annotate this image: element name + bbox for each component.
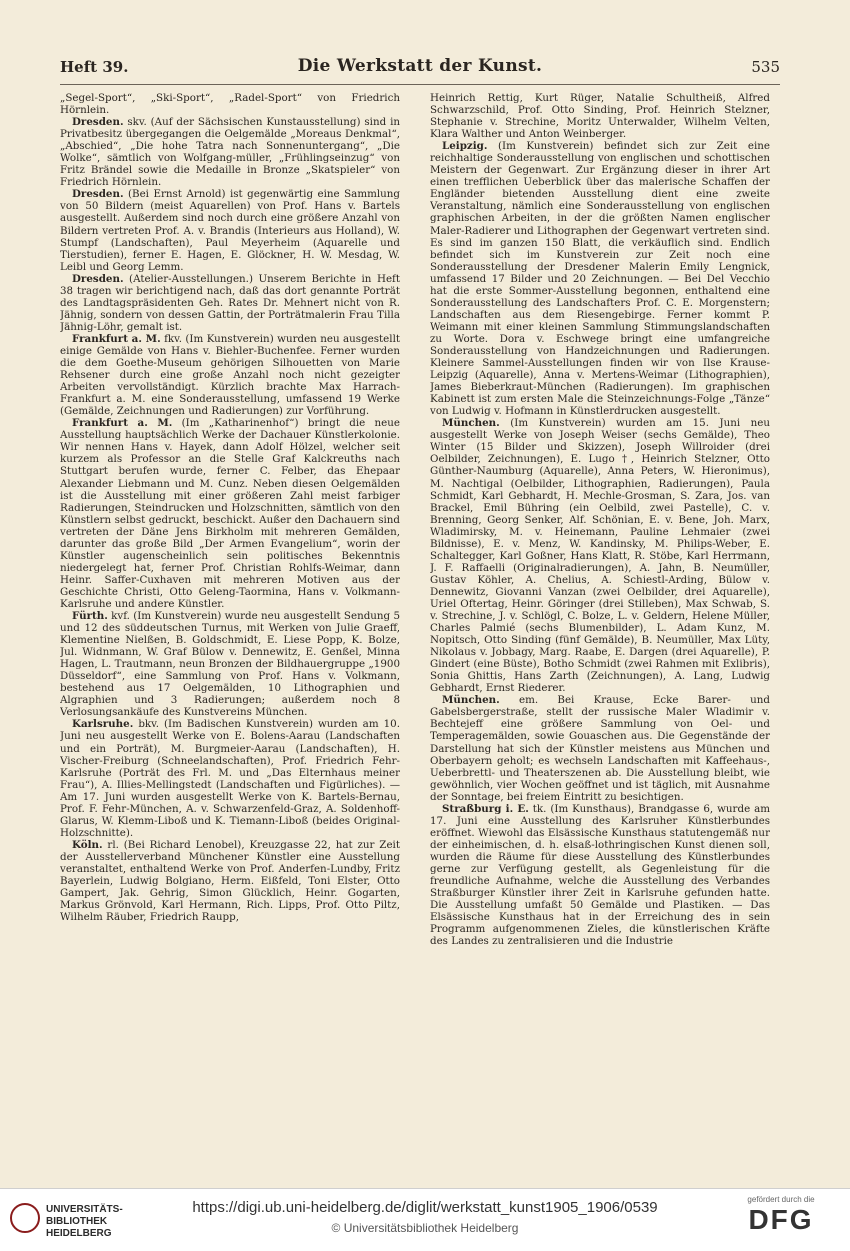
right-column	[430, 92, 770, 1152]
place-heading: Dresden.	[72, 188, 124, 201]
journal-title: Die Werkstatt der Kunst.	[297, 56, 543, 76]
place-heading: Dresden.	[72, 272, 124, 285]
article-paragraph	[60, 116, 400, 188]
paragraph-text: skv. (Auf der Sächsischen Kunstausstellung) sind in Privatbesitz übergegangen die Oelgemälde „Moreaus Denkmal“, „Abschied“, „Die hohe Tatra nach Sonnenuntergang“, „Die Wolke“, sämtlich von Wolfgang-müller, „Frühlingseinzug“ von Fritz Brändel sowie die Medaille in Bronze „Skatspieler“ von Friedrich Hörnlein.	[60, 116, 400, 189]
place-heading: München.	[442, 417, 500, 430]
place-heading: Fürth.	[72, 610, 108, 623]
place-heading: München.	[442, 694, 500, 707]
article-paragraph	[430, 417, 770, 694]
paragraph-text: (Atelier-Ausstellungen.) Unserem Berichte in Heft 38 tragen wir berichtigend nach, daß das dort genannte Porträt des Landtagspräsidenten Geh. Rates Dr. Mehnert nicht von R. Jähnig, sondern von dessen Gattin, der Porträtmalerin Frau Tilla Jähnig-Löhr, gemalt ist.	[60, 272, 400, 333]
article-paragraph	[430, 694, 770, 802]
paragraph-text: (Im „Katharinenhof“) bringt die neue Ausstellung hauptsächlich Werke der Dachauer Künstlerkolonie. Wir nennen Hans v. Hayek, dann Adolf Hölzel, welcher seit kurzem als Professor an die Stelle Graf Kalckreuths nach Stuttgart berufen wurde, ferner C. Felber, das Ehepaar Alexander Liebmann und M. Cunz. Neben diesen Oelgemälden ist die Ausstellung mit einer größeren Zahl meist farbiger Radierungen, Steindrucken und Holzschnitten, sämtlich von den Künstlern selbst gedruckt, beschickt. Außer den Dachauern sind vertreten der Däne Jens Birkholm mit mehreren Gemälden, darunter das große Bild „Der Armen Evangelium“, worin der Künstler augenscheinlich sein politisches Bekenntnis niedergelegt hat, ferner Prof. Christian Rohlfs-Weimar, dann Heinr. Saffer-Cuxhaven mit mehreren Motiven aus der Geschichte Christi, Otto Geleng-Taormina, Hans v. Volkmann-Karlsruhe und andere Künstler.	[60, 417, 400, 610]
article-paragraph	[60, 839, 400, 923]
library-name: UNIVERSITÄTS-BIBLIOTHEK HEIDELBERG	[46, 1204, 123, 1239]
article-paragraph	[60, 92, 400, 116]
article-paragraph	[430, 92, 770, 140]
permalink[interactable]: https://digi.ub.uni-heidelberg.de/diglit/werkstatt_kunst1905_1906/0539	[192, 1199, 658, 1216]
place-heading: Straßburg i. E.	[442, 802, 529, 815]
paragraph-text: tk. (Im Kunsthaus), Brandgasse 6, wurde am 17. Juni eine Ausstellung des Karlsruher Künstlerbundes eröffnet. Wiewohl das Elsässische Kunsthaus statutengemäß nur der einheimischen, d. h. elsaß-lothringischen Kunst dienen soll, wurden die Räume für diese Ausstellung des Künstlerbundes gerne zur Verfügung gestellt, als Gegenleistung für die freundliche Aufnahme, welche die Ausstellung des Verbandes Straßburger Künstler ihrer Zeit in Karlsruhe gefunden hatte. Die Ausstellung umfaßt 50 Gemälde und Plastiken. — Das Elsässische Kunsthaus hat in der Erreichung des in sein Programm aufgenommenen Zieles, die künstlerischen Kräfte des Landes zu zentralisieren und die Industrie	[430, 802, 770, 948]
left-column	[60, 92, 400, 1152]
copyright-notice: © Universitätsbibliothek Heidelberg	[331, 1221, 519, 1235]
paragraph-text: Heinrich Rettig, Kurt Rüger, Natalie Schultheiß, Alfred Schwarzschild, Prof. Otto Sinding, Prof. Heinrich Stelzner, Stephanie v. Strechine, Moritz Unterwalder, Wilhelm Velten, Klara Walther und Anton Weinberger.	[430, 92, 770, 141]
place-heading: Dresden.	[72, 116, 124, 129]
article-paragraph	[60, 718, 400, 838]
place-heading: Karlsruhe.	[72, 718, 134, 731]
funder-caption: gefördert durch die	[747, 1195, 815, 1204]
article-paragraph	[60, 273, 400, 333]
running-head	[60, 56, 780, 85]
paragraph-text: kvf. (Im Kunstverein) wurde neu ausgestellt Sendung 5 und 12 des süddeutschen Turnus, mit Werken von Julie Graeff, Klementine Nielßen, B. Goldschmidt, E. Liese Popp, K. Bolze, Jul. Widnmann, W. Graf Bülow v. Dennewitz, E. Genßel, Minna Hagen, L. Trautmann, neun Bronzen der Bildhauergruppe „1900 Düsseldorf“, eine Sammlung von Prof. Hans v. Volkmann, bestehend aus 17 Oelgemälden, 10 Lithographien und Algraphien und 3 Radierungen; außerdem noch 8 Verlosungsankäufe des Kunstvereins München.	[60, 610, 400, 719]
paragraph-text: bkv. (Im Badischen Kunstverein) wurden am 10. Juni neu ausgestellt Werke von E. Bolens-Aarau (Landschaften und ein Porträt), M. Burgmeier-Aarau (Landschaften), H. Vischer-Freiburg (Schneelandschaften), Prof. Friedrich Fehr-Karlsruhe (Porträt des Frl. M. und „Das Elternhaus meiner Frau“), A. Illies-Mellingstedt (Landschaften und Figürliches). — Am 17. Juni wurden ausgestellt Werke von K. Bartels-Bernau, Prof. F. Fehr-München, A. v. Schwarzenfeld-Graz, A. Soldenhoff-Glarus, W. Klemm-Liboß und K. Tiemann-Liboß (beides Original-Holzschnitte).	[60, 718, 400, 839]
paragraph-text: em. Bei Krause, Ecke Barer- und Gabelsbergerstraße, stellt der russische Maler Wladimir v. Bechtejeff eine größere Sammlung von Oel- und Temperagemälden, sowie Gouaschen aus. Die Gegenstände der Darstellung hat sich der Künstler meistens aus München und Oberbayern geholt; es wechseln Landschaften mit Kaffeehaus-, Ueberbrettl- und Theaterszenen ab. Die Ausstellung bleibt, wie gewöhnlich, vier Wochen geöffnet und ist täglich, mit Ausnahme der Sonntage, bei freiem Eintritt zu besichtigen.	[430, 694, 770, 803]
issue-label: Heft 39.	[60, 58, 129, 76]
article-paragraph	[60, 417, 400, 610]
paragraph-text: fkv. (Im Kunstverein) wurden neu ausgestellt einige Gemälde von Hans v. Biehler-Buchenfee. Ferner wurden die dem Goethe-Museum gehörigen Silhouetten von Marie Rehsener durch eine große Anzahl noch nicht gezeigter Arbeiten vervollständigt. Kürzlich brachte Max Harrach-Frankfurt a. M. eine Sonderausstellung, umfassend 19 Werke (Gemälde, Zeichnungen und Radierungen) zur Vorführung.	[60, 332, 400, 418]
article-paragraph	[60, 333, 400, 417]
dfg-logo[interactable]	[726, 1195, 836, 1245]
viewer-footer	[0, 1188, 850, 1251]
funder-logo-text: DFG	[748, 1204, 814, 1235]
page-number: 535	[751, 58, 780, 76]
paragraph-text: (Im Kunstverein) befindet sich zur Zeit eine reichhaltige Sonderausstellung von englischen und schottischen Meistern der Gegenwart. Zur Ergänzung dieser in ihrer Art einen trefflichen Ueberblick über das malerische Schaffen der Engländer bietenden Ausstellung dient eine zweite Veranstaltung, nämlich eine Sonderausstellung von englischen graphischen Arbeiten, in der die größten Namen englischer Maler-Radierer und Lithographen der Gegenwart vertreten sind. Es sind im ganzen 150 Blatt, die verkäuflich sind. Endlich befindet sich im Kunstverein zur Zeit noch eine Sonderausstellung der Dresdener Malerin Emily Lengnick, umfassend 17 Bilder und 20 Zeichnungen. — Bei Del Vecchio hat die erste Sommer-Ausstellung begonnen, enthaltend eine Sonderausstellung des Landschafters Prof. C. E. Morgenstern; Landschaften aus dem Riesengebirge. Ferner kommt P. Weimann mit einer kleinen Sammlung Stimmungslandschaften zu Worte. Dora v. Eschwege bringt eine umfangreiche Sonderausstellung von Handzeichnungen und Radierungen. Kleinere Sammel-Ausstellungen finden wir von Ilse Krause-Leipzig (Aquarelle), Anna v. Mertens-Weimar (Lithographien), James Bieberkraut-München (Radierungen). Im graphischen Kabinett ist zum ersten Male die Steinzeichnungs-Folge „Tänze“ von Ludwig v. Hofmann in Künstlerdrucken ausgestellt.	[430, 140, 770, 418]
place-heading: Köln.	[72, 838, 103, 851]
article-paragraph	[430, 140, 770, 417]
article-paragraph	[60, 188, 400, 272]
place-heading: Frankfurt a. M.	[72, 417, 173, 430]
article-paragraph	[430, 803, 770, 948]
paragraph-text: (Im Kunstverein) wurden am 15. Juni neu ausgestellt Werke von Joseph Weiser (sechs Gemälde), Theo Winter (15 Bilder und Skizzen), Joseph Willroider (drei Oelbilder, Zeichnungen), E. Lugo †, Heinrich Stelzner, Otto Günther-Naumburg (Aquarelle), Anna Peters, W. Hieronimus), M. Nachtigal (Oelbilder, Lithographien, Radierungen), Paula Schmidt, Karl Gebhardt, H. Mechle-Grosman, S. Zara, Jos. van Brackel, Emil Bühring (ein Oelbild, zwei Pastelle), C. v. Brenning, Georg Senker, Alf. Schönian, E. v. Bene, Joh. Marx, Wladimirsky, M. v. Heinemann, Pauline Lehmaier (zwei Bildnisse), E. v. Menz, W. Kandinsky, M. Philips-Weber, E. Schaltegger, Karl Goßner, Hans Klatt, R. Stöbe, Karl Herrmann, J. F. Raffaelli (Originalradierungen), A. Jahn, B. Neumüller, Gustav Köhler, A. Chelius, A. Schiestl-Arding, Bülow v. Dennewitz, Giovanni Vanzan (zwei Oelbilder, drei Aquarelle), Uriel Oftertag, Heinr. Göringer (drei Stilleben), Max Schwab, S. v. Strechine, J. v. Schlögl, C. Bolze, L. v. Geldern, Helene Müller, Charles Palmié (sechs Blumenbilder), L. Adam Kunz, M. Nopitsch, Otto Sinding (fünf Gemälde), B. Neumüller, Max Lüty, Nikolaus v. Jobbagy, Marg. Raabe, E. Dargen (drei Aquarelle), P. Gindert (eine Büste), Botho Schmidt (zwei Rahmen mit Exlibris), Sonia Ghittis, Hans Zarth (Zeichnungen), A. Lang, Ludwig Gebhardt, Ernst Riederer.	[430, 417, 770, 695]
place-heading: Leipzig.	[442, 140, 488, 153]
article-paragraph	[60, 610, 400, 718]
paragraph-text: rl. (Bei Richard Lenobel), Kreuzgasse 22, hat zur Zeit der Ausstellerverband Münchener Künstler eine Ausstellung veranstaltet, enthaltend Werke von Prof. Anderfen-Lundby, Fritz Bayerlein, Ludwig Bolgiano, Herm. Eißfeld, Toni Elster, Otto Gampert, Jak. Gehrig, Simon Glücklich, Heinr. Gogarten, Markus Grönvold, Karl Hermann, Rich. Lipps, Prof. Otto Piltz, Wilhelm Räuber, Friedrich Raupp,	[60, 838, 400, 924]
place-heading: Frankfurt a. M.	[72, 332, 161, 345]
paragraph-text: „Segel-Sport“, „Ski-Sport“, „Radel-Sport“ von Friedrich Hörnlein.	[60, 92, 400, 117]
paragraph-text: (Bei Ernst Arnold) ist gegenwärtig eine Sammlung von 50 Bildern (meist Aquarellen) von Prof. Hans v. Bartels ausgestellt. Außerdem sind noch durch eine größere Anzahl von Bildern vertreten Prof. A. v. Brandis (Interieurs aus Holland), W. Stumpf (Landschaften), Paul Meyerheim (Aquarelle und Tierstudien), ferner E. Hagen, E. Glöckner, H. W. Mesdag, W. Leibl und Georg Lemm.	[60, 188, 400, 273]
